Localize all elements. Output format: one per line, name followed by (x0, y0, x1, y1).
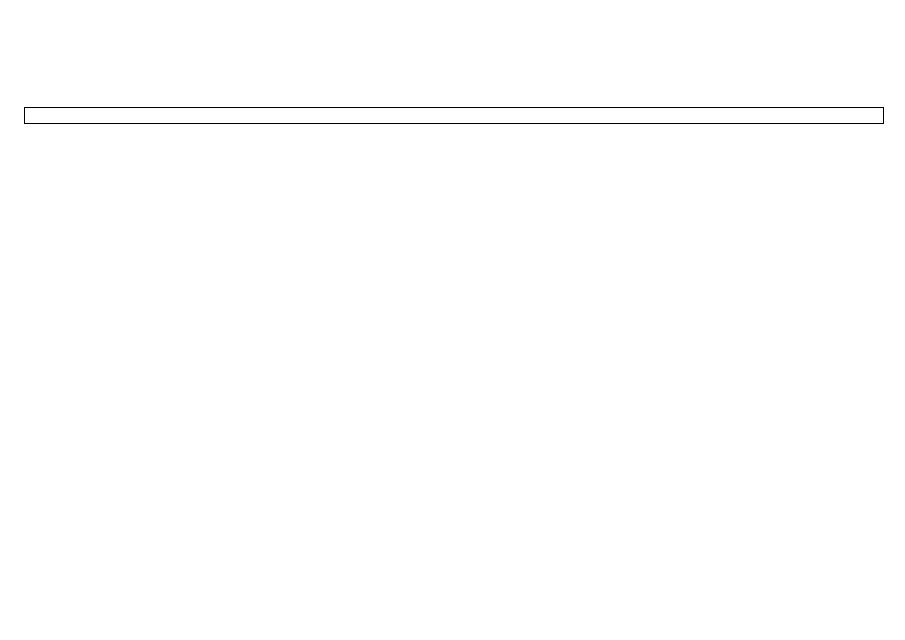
data-table (24, 107, 884, 124)
table-header-row (24, 107, 884, 124)
